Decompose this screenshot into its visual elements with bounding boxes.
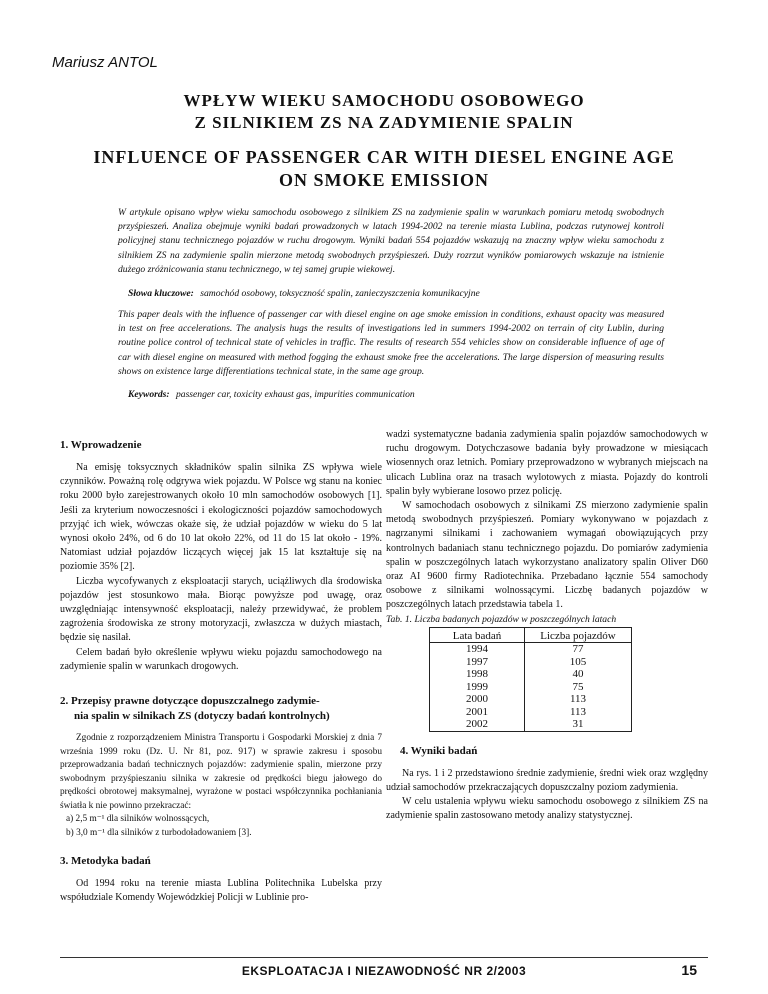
- section-4-paragraph-1: Na rys. 1 i 2 przedstawiono średnie zadymienie, średni wiek oraz względny udział samochodów przekraczających dopuszczalny poziom zadymienia.: [386, 767, 708, 794]
- table-cell-count: 75: [525, 681, 632, 694]
- section-2-item-a: a) 2,5 m⁻¹ dla silników wolnossących,: [66, 814, 210, 825]
- keywords-english-text: passenger car, toxicity exhaust gas, impurities communication: [175, 389, 415, 400]
- keywords-polish-label: Słowa kluczowe:: [128, 288, 194, 299]
- section-2-heading-line-2: nia spalin w silnikach ZS (dotyczy badań kontrolnych): [74, 710, 330, 723]
- abstract-polish: W artykule opisano wpływ wieku samochodu osobowego z silnikiem ZS na zadymienie spalin w warunkach pomiaru metodą swobodnych przyśpieszeń. Analiza obejmuje wyniki badań prowadzonych w latach 1994-2002 na terenie miasta Lublina, podczas rutynowej kontroli policyjnej stanu technicznego pojazdów w ruchu drogowym. Wyniki badań 554 pojazdów wskazują na znaczny wpływ wieku samochodu z silnikiem ZS na zadymienie spalin mierzone metodą swobodnych przyśpieszeń. Duży rozrzut wyników pomiarowych wskazuje na istnienie dużego zróżnicowania stanu technicznego, w tej samej grupie wiekowej.: [118, 207, 664, 275]
- author-name: Mariusz ANTOL: [52, 54, 158, 71]
- title-polish-line-2: Z SILNIKIEM ZS NA ZADYMIENIE SPALIN: [194, 113, 574, 132]
- table-header-year: Lata badań: [430, 627, 525, 643]
- section-4-heading: 4. Wyniki badań: [400, 744, 478, 757]
- table-header-row: [430, 627, 632, 643]
- table-cell-year: 1998: [430, 668, 525, 681]
- table-cell-year: 1999: [430, 681, 525, 694]
- table-row: [430, 706, 632, 719]
- journal-footer: EKSPLOATACJA I NIEZAWODNOŚĆ NR 2/2003: [241, 964, 527, 978]
- title-polish-line-1: WPŁYW WIEKU SAMOCHODU OSOBOWEGO: [183, 91, 585, 110]
- table-cell-count: 113: [525, 706, 632, 719]
- section-1-paragraph-3: Celem badań było określenie wpływu wieku pojazdu samochodowego na zadymienie spalin w warunkach drogowych.: [60, 646, 382, 672]
- table-cell-count: 77: [525, 643, 632, 656]
- title-english-line-1: INFLUENCE OF PASSENGER CAR WITH DIESEL ENGINE AGE: [93, 147, 675, 167]
- table-row: [430, 693, 632, 706]
- table-cell-year: 1994: [430, 643, 525, 656]
- title-english: [60, 146, 708, 192]
- table-cell-count: 113: [525, 693, 632, 706]
- title-english-line-2: ON SMOKE EMISSION: [278, 170, 490, 190]
- table-cell-year: 1997: [430, 656, 525, 669]
- table-row: [430, 656, 632, 669]
- section-2-paragraph: Zgodnie z rozporządzeniem Ministra Transportu i Gospodarki Morskiej z dnia 7 września 1999 roku (Dz. U. Nr 81, poz. 917) w sprawie zakresu i sposobu przeprowadzania badań technicznych pojazdów: zadymienie spalin, mierzone przy swobodnym przyśpieszaniu silnika w zakresie od prędkości biegu jałowego do prędkości obrotowej maksymalnej, wyrażone w postaci współczynnika pochłaniania światła k nie powinno przekraczać:: [60, 733, 382, 811]
- table-row: [430, 718, 632, 731]
- keywords-english: [128, 389, 415, 400]
- section-3-heading: 3. Metodyka badań: [60, 855, 151, 868]
- table-cell-year: 2002: [430, 718, 525, 731]
- page-number: 15: [681, 962, 697, 978]
- keywords-english-label: Keywords:: [128, 389, 170, 400]
- section-3-paragraph-1-start: Od 1994 roku na terenie miasta Lublina Politechnika Lubelska przy współudziale Komendy Wojewódzkiej Policji w Lublinie pro-: [60, 878, 382, 904]
- right-column: [386, 428, 708, 824]
- section-2-heading: [60, 694, 382, 724]
- table-row: [430, 668, 632, 681]
- keywords-polish: [128, 288, 480, 299]
- table-caption: Tab. 1. Liczba badanych pojazdów w poszczególnych latach: [386, 613, 617, 625]
- table-row: [430, 643, 632, 656]
- section-1-paragraph-2: Liczba wycofywanych z eksploatacji starych, uciążliwych dla środowiska pojazdów jest stosunkowo mała. Biorąc powyższe pod uwagę, oraz uwzględniając intensywność eksploatacji, należy przewidywać, że problem zagrożenia środowiska ze strony motoryzacji, zwłaszcza w dużych miastach, będzie się nasilał.: [60, 575, 382, 644]
- abstract-english: This paper deals with the influence of passenger car with diesel engine on age smoke emission in conditions, exhaust opacity was measured in test on free accelerations. The analysis hugs the results of investigations led in summers 1994-2002 on terrain of city Lublin, during routine police control of technical state of vehicles in traffic. The results of research 554 vehicles show on considerable influence of age of car with diesel engine on measured with method fogging the exhaust smoke free the accelerations. The large dispersion of measuring results shows on existence large differentiations technical state, in the same age group.: [118, 309, 664, 377]
- section-1-paragraph-1: Na emisję toksycznych składników spalin silnika ZS wpływa wiele czynników. Poważną rolę odgrywa wiek pojazdu. W Polsce wg stanu na koniec roku 2000 było zarejestrowanych około 10 mln samochodów osobowych [1]. Jeśli za kryterium nowoczesności i ekologiczności pojazdów samochodowych przyjąć ich wiek, wówczas okaże się, że udział pojazdów w wieku do 5 lat wynosi około 24%, od 6 do 10 lat około 22%, od 11 do 15 lat około - 19%. Natomiast udział pojazdów liczących więcej jak 15 lat kształtuje się na poziomie 35% [2].: [60, 462, 382, 573]
- left-column: [60, 432, 382, 905]
- table-cell-year: 2000: [430, 693, 525, 706]
- section-1-heading: 1. Wprowadzenie: [60, 439, 142, 451]
- title-polish: [60, 90, 708, 134]
- table-header-count: Liczba pojazdów: [525, 627, 632, 643]
- footer-divider: [60, 957, 708, 958]
- table-cell-count: 40: [525, 668, 632, 681]
- table-cell-year: 2001: [430, 706, 525, 719]
- section-3-paragraph-1-continued: wadzi systematyczne badania zadymienia spalin pojazdów samochodowych w ruchu drogowym. Dotychczasowe badania były prowadzone w miesiącach wiosennych oraz letnich. Pomiary przeprowadzono w wybranych miejscach na ulicach Lublina oraz na trasach wylotowych z miasta. Pojazdy do kontroli spalin były wybierane losowo przez policję.: [386, 429, 708, 497]
- table-cell-count: 31: [525, 718, 632, 731]
- section-3-paragraph-2: W samochodach osobowych z silnikami ZS mierzono zadymienie spalin metodą swobodnych przyśpieszeń. Pomiary wykonywano w pojazdach z nagrzanymi silnikami i zachowaniem wymagań obowiązujących przy kontrolnych badaniach stanu technicznego pojazdu. Do pomiarów zadymienia spalin w poszczególnych latach wykorzystano analizatory spalin Oliver D60 oraz AI 9600 firmy Radiotechnika. Przebadano łącznie 554 samochody osobowe z silnikami wolnossącymi. Liczbę badanych pojazdów w poszczególnych latach przedstawia tabela 1.: [386, 500, 708, 611]
- keywords-polish-text: samochód osobowy, toksyczność spalin, zanieczyszczenia komunikacyjne: [200, 288, 480, 299]
- section-4-paragraph-2: W celu ustalenia wpływu wieku samochodu osobowego z silnikiem ZS na zadymienie spalin zastosowano metody analizy statystycznej.: [386, 796, 708, 822]
- section-2-item-b: b) 3,0 m⁻¹ dla silników z turbodoładowaniem [3].: [66, 827, 252, 838]
- table-row: [430, 681, 632, 694]
- vehicles-per-year-table: [429, 627, 632, 732]
- table-cell-count: 105: [525, 656, 632, 669]
- section-2-list: [60, 813, 382, 840]
- section-2-heading-line-1: 2. Przepisy prawne dotyczące dopuszczalnego zadymie-: [60, 695, 320, 708]
